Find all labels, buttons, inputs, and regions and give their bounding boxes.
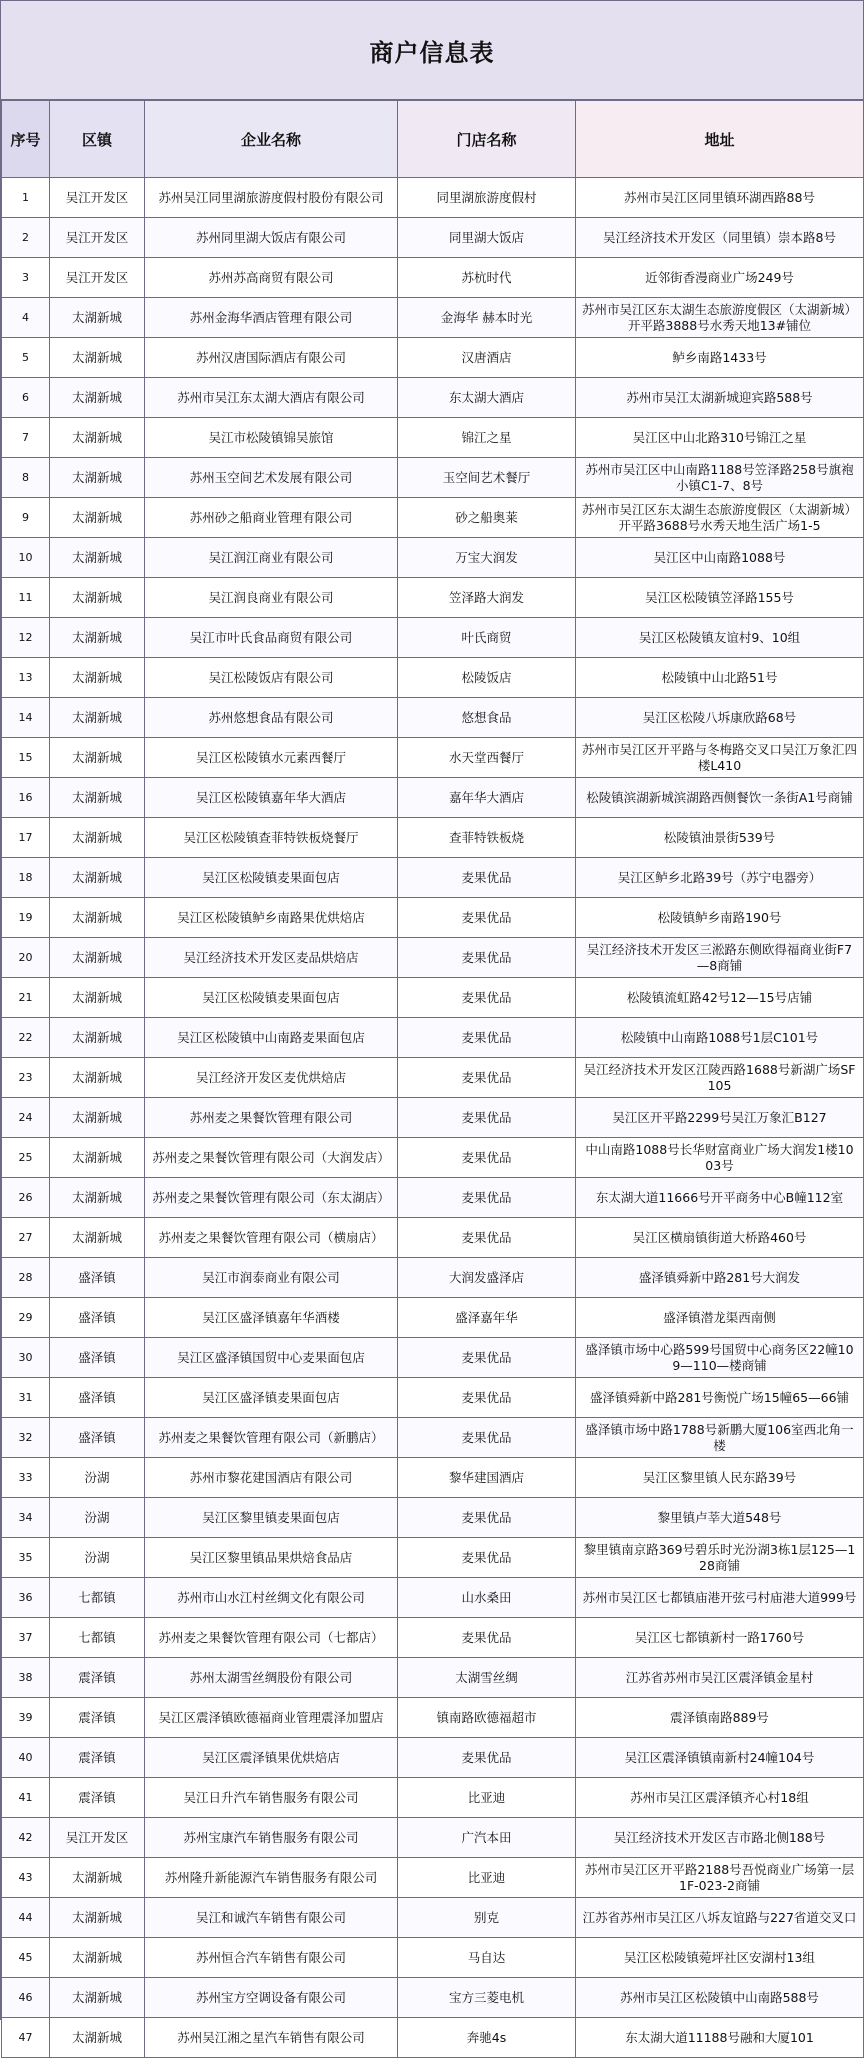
cell-number: 15 — [2, 738, 50, 778]
cell-address: 苏州市吴江区松陵镇中山南路588号 — [576, 1978, 864, 2018]
column-header-town: 区镇 — [50, 101, 145, 178]
cell-town: 太湖新城 — [50, 658, 145, 698]
cell-number: 10 — [2, 538, 50, 578]
cell-town: 太湖新城 — [50, 1938, 145, 1978]
cell-town: 盛泽镇 — [50, 1378, 145, 1418]
cell-town: 太湖新城 — [50, 418, 145, 458]
cell-store: 叶氏商贸 — [398, 618, 576, 658]
table-row — [2, 418, 864, 458]
cell-address: 黎里镇南京路369号碧乐时光汾湖3栋1层125—128商铺 — [576, 1538, 864, 1578]
cell-store: 麦果优品 — [398, 1018, 576, 1058]
cell-number: 24 — [2, 1098, 50, 1138]
table-row — [2, 698, 864, 738]
cell-number: 8 — [2, 458, 50, 498]
cell-company: 吴江润江商业有限公司 — [145, 538, 398, 578]
table-row — [2, 1818, 864, 1858]
cell-town: 太湖新城 — [50, 1218, 145, 1258]
cell-address: 吴江区中山南路1088号 — [576, 538, 864, 578]
cell-number: 2 — [2, 218, 50, 258]
cell-company: 吴江区松陵镇鲈乡南路果优烘焙店 — [145, 898, 398, 938]
cell-company: 苏州市黎花建国酒店有限公司 — [145, 1458, 398, 1498]
cell-address: 吴江经济技术开发区江陵西路1688号新湖广场SF105 — [576, 1058, 864, 1098]
cell-number: 28 — [2, 1258, 50, 1298]
cell-address: 吴江区松陵八坼康欣路68号 — [576, 698, 864, 738]
cell-company: 苏州麦之果餐饮管理有限公司（横扇店） — [145, 1218, 398, 1258]
cell-number: 3 — [2, 258, 50, 298]
cell-store: 麦果优品 — [398, 1618, 576, 1658]
cell-town: 太湖新城 — [50, 498, 145, 538]
table-row — [2, 858, 864, 898]
cell-store: 麦果优品 — [398, 898, 576, 938]
cell-address: 吴江经济技术开发区（同里镇）崇本路8号 — [576, 218, 864, 258]
cell-number: 46 — [2, 1978, 50, 2018]
cell-number: 23 — [2, 1058, 50, 1098]
table-row — [2, 298, 864, 338]
cell-number: 34 — [2, 1498, 50, 1538]
cell-town: 太湖新城 — [50, 1098, 145, 1138]
cell-company: 吴江区盛泽镇国贸中心麦果面包店 — [145, 1338, 398, 1378]
table-row — [2, 1978, 864, 2018]
column-header-number: 序号 — [2, 101, 50, 178]
cell-number: 5 — [2, 338, 50, 378]
cell-address: 东太湖大道11666号开平商务中心B幢112室 — [576, 1178, 864, 1218]
cell-number: 47 — [2, 2018, 50, 2058]
cell-company: 苏州悠想食品有限公司 — [145, 698, 398, 738]
cell-company: 吴江经济技术开发区麦品烘焙店 — [145, 938, 398, 978]
cell-company: 吴江区松陵镇麦果面包店 — [145, 858, 398, 898]
cell-address: 吴江区鲈乡北路39号（苏宁电器旁） — [576, 858, 864, 898]
cell-store: 广汽本田 — [398, 1818, 576, 1858]
cell-town: 吴江开发区 — [50, 258, 145, 298]
cell-store: 别克 — [398, 1898, 576, 1938]
cell-town: 汾湖 — [50, 1498, 145, 1538]
cell-company: 吴江市叶氏食品商贸有限公司 — [145, 618, 398, 658]
cell-number: 1 — [2, 178, 50, 218]
cell-town: 盛泽镇 — [50, 1418, 145, 1458]
cell-town: 太湖新城 — [50, 1018, 145, 1058]
cell-town: 汾湖 — [50, 1538, 145, 1578]
cell-number: 32 — [2, 1418, 50, 1458]
cell-number: 38 — [2, 1658, 50, 1698]
table-body — [2, 178, 864, 2058]
cell-number: 11 — [2, 578, 50, 618]
cell-company: 苏州金海华酒店管理有限公司 — [145, 298, 398, 338]
cell-company: 吴江润良商业有限公司 — [145, 578, 398, 618]
cell-company: 吴江区松陵镇麦果面包店 — [145, 978, 398, 1018]
cell-number: 18 — [2, 858, 50, 898]
cell-town: 七都镇 — [50, 1618, 145, 1658]
table-row — [2, 1058, 864, 1098]
cell-company: 吴江和诚汽车销售有限公司 — [145, 1898, 398, 1938]
table-row — [2, 538, 864, 578]
table-row — [2, 2018, 864, 2058]
cell-store: 麦果优品 — [398, 1218, 576, 1258]
cell-store: 马自达 — [398, 1938, 576, 1978]
table-row — [2, 818, 864, 858]
cell-number: 12 — [2, 618, 50, 658]
cell-store: 东太湖大酒店 — [398, 378, 576, 418]
cell-address: 松陵镇中山南路1088号1层C101号 — [576, 1018, 864, 1058]
cell-address: 盛泽镇舜新中路281号衡悦广场15幢65—66铺 — [576, 1378, 864, 1418]
cell-company: 苏州麦之果餐饮管理有限公司（东太湖店） — [145, 1178, 398, 1218]
cell-store: 同里湖旅游度假村 — [398, 178, 576, 218]
column-header-company: 企业名称 — [145, 101, 398, 178]
cell-store: 同里湖大饭店 — [398, 218, 576, 258]
table-row — [2, 1618, 864, 1658]
cell-number: 45 — [2, 1938, 50, 1978]
cell-company: 苏州市吴江东太湖大酒店有限公司 — [145, 378, 398, 418]
table-row — [2, 1658, 864, 1698]
cell-address: 松陵镇滨湖新城滨湖路西侧餐饮一条街A1号商铺 — [576, 778, 864, 818]
cell-number: 30 — [2, 1338, 50, 1378]
cell-town: 太湖新城 — [50, 618, 145, 658]
table-row — [2, 1218, 864, 1258]
cell-store: 麦果优品 — [398, 1098, 576, 1138]
cell-store: 麦果优品 — [398, 858, 576, 898]
cell-address: 松陵镇鲈乡南路190号 — [576, 898, 864, 938]
cell-store: 麦果优品 — [398, 1738, 576, 1778]
cell-company: 吴江区盛泽镇嘉年华酒楼 — [145, 1298, 398, 1338]
cell-store: 太湖雪丝绸 — [398, 1658, 576, 1698]
cell-store: 笠泽路大润发 — [398, 578, 576, 618]
cell-company: 苏州麦之果餐饮管理有限公司 — [145, 1098, 398, 1138]
cell-town: 震泽镇 — [50, 1698, 145, 1738]
cell-town: 太湖新城 — [50, 378, 145, 418]
cell-store: 查菲特铁板烧 — [398, 818, 576, 858]
cell-number: 16 — [2, 778, 50, 818]
cell-number: 17 — [2, 818, 50, 858]
cell-company: 苏州玉空间艺术发展有限公司 — [145, 458, 398, 498]
cell-store: 麦果优品 — [398, 1498, 576, 1538]
table-row — [2, 338, 864, 378]
cell-town: 太湖新城 — [50, 1178, 145, 1218]
cell-address: 苏州市吴江区中山南路1188号笠泽路258号旗袍小镇C1-7、8号 — [576, 458, 864, 498]
cell-address: 吴江区松陵镇菀坪社区安湖村13组 — [576, 1938, 864, 1978]
cell-town: 太湖新城 — [50, 698, 145, 738]
title-bar — [1, 1, 863, 100]
cell-address: 松陵镇油景街539号 — [576, 818, 864, 858]
cell-number: 31 — [2, 1378, 50, 1418]
cell-address: 吴江区七都镇新村一路1760号 — [576, 1618, 864, 1658]
table-row — [2, 1338, 864, 1378]
cell-town: 太湖新城 — [50, 898, 145, 938]
cell-town: 太湖新城 — [50, 578, 145, 618]
cell-town: 太湖新城 — [50, 778, 145, 818]
table-row — [2, 378, 864, 418]
cell-address: 中山南路1088号长华财富商业广场大润发1楼1003号 — [576, 1138, 864, 1178]
cell-address: 吴江区松陵镇友谊村9、10组 — [576, 618, 864, 658]
table-row — [2, 1378, 864, 1418]
cell-town: 震泽镇 — [50, 1778, 145, 1818]
cell-town: 震泽镇 — [50, 1738, 145, 1778]
cell-address: 盛泽镇舜新中路281号大润发 — [576, 1258, 864, 1298]
cell-company: 苏州麦之果餐饮管理有限公司（七都店） — [145, 1618, 398, 1658]
table-row — [2, 258, 864, 298]
cell-address: 近邻街香漫商业广场249号 — [576, 258, 864, 298]
table-row — [2, 1138, 864, 1178]
cell-store: 麦果优品 — [398, 1138, 576, 1178]
cell-address: 松陵镇流虹路42号12—15号店铺 — [576, 978, 864, 1018]
cell-company: 吴江区松陵镇水元素西餐厅 — [145, 738, 398, 778]
cell-number: 37 — [2, 1618, 50, 1658]
cell-address: 吴江区松陵镇笠泽路155号 — [576, 578, 864, 618]
cell-address: 东太湖大道11188号融和大厦101 — [576, 2018, 864, 2058]
cell-company: 苏州砂之船商业管理有限公司 — [145, 498, 398, 538]
cell-town: 太湖新城 — [50, 1058, 145, 1098]
cell-store: 松陵饭店 — [398, 658, 576, 698]
cell-address: 江苏省苏州市吴江区震泽镇金星村 — [576, 1658, 864, 1698]
cell-number: 19 — [2, 898, 50, 938]
table-header-row — [2, 101, 864, 178]
cell-town: 太湖新城 — [50, 538, 145, 578]
cell-address: 吴江区横扇镇街道大桥路460号 — [576, 1218, 864, 1258]
cell-store: 悠想食品 — [398, 698, 576, 738]
cell-store: 山水桑田 — [398, 1578, 576, 1618]
cell-number: 7 — [2, 418, 50, 458]
cell-address: 苏州市吴江太湖新城迎宾路588号 — [576, 378, 864, 418]
table-row — [2, 1538, 864, 1578]
cell-number: 35 — [2, 1538, 50, 1578]
cell-company: 吴江市松陵镇锦吴旅馆 — [145, 418, 398, 458]
table-row — [2, 1858, 864, 1898]
cell-address: 松陵镇中山北路51号 — [576, 658, 864, 698]
cell-address: 鲈乡南路1433号 — [576, 338, 864, 378]
table-row — [2, 1738, 864, 1778]
cell-company: 苏州同里湖大饭店有限公司 — [145, 218, 398, 258]
cell-town: 吴江开发区 — [50, 178, 145, 218]
cell-number: 26 — [2, 1178, 50, 1218]
cell-store: 水天堂西餐厅 — [398, 738, 576, 778]
cell-store: 麦果优品 — [398, 938, 576, 978]
cell-company: 吴江区松陵镇嘉年华大酒店 — [145, 778, 398, 818]
table-row — [2, 1018, 864, 1058]
cell-number: 40 — [2, 1738, 50, 1778]
cell-company: 吴江区黎里镇品果烘焙食品店 — [145, 1538, 398, 1578]
cell-store: 麦果优品 — [398, 978, 576, 1018]
cell-store: 麦果优品 — [398, 1338, 576, 1378]
cell-address: 吴江经济技术开发区三淞路东侧欧得福商业街F7—8商铺 — [576, 938, 864, 978]
table-row — [2, 938, 864, 978]
cell-store: 黎华建国酒店 — [398, 1458, 576, 1498]
cell-company: 苏州太湖雪丝绸股份有限公司 — [145, 1658, 398, 1698]
cell-company: 苏州吴江湘之星汽车销售有限公司 — [145, 2018, 398, 2058]
table-row — [2, 1258, 864, 1298]
cell-town: 汾湖 — [50, 1458, 145, 1498]
cell-town: 盛泽镇 — [50, 1258, 145, 1298]
cell-address: 苏州市吴江区七都镇庙港开弦弓村庙港大道999号 — [576, 1578, 864, 1618]
cell-company: 苏州吴江同里湖旅游度假村股份有限公司 — [145, 178, 398, 218]
cell-store: 麦果优品 — [398, 1178, 576, 1218]
cell-company: 吴江区震泽镇欧德福商业管理震泽加盟店 — [145, 1698, 398, 1738]
cell-company: 吴江区黎里镇麦果面包店 — [145, 1498, 398, 1538]
cell-address: 吴江区开平路2299号吴江万象汇B127 — [576, 1098, 864, 1138]
cell-town: 太湖新城 — [50, 1858, 145, 1898]
cell-number: 22 — [2, 1018, 50, 1058]
table-row — [2, 1098, 864, 1138]
cell-store: 麦果优品 — [398, 1058, 576, 1098]
table-row — [2, 218, 864, 258]
cell-address: 盛泽镇市场中路1788号新鹏大厦106室西北角一楼 — [576, 1418, 864, 1458]
cell-town: 吴江开发区 — [50, 1818, 145, 1858]
cell-company: 吴江松陵饭店有限公司 — [145, 658, 398, 698]
cell-address: 江苏省苏州市吴江区八坼友谊路与227省道交叉口 — [576, 1898, 864, 1938]
table-row — [2, 578, 864, 618]
cell-number: 13 — [2, 658, 50, 698]
cell-number: 20 — [2, 938, 50, 978]
cell-company: 苏州汉唐国际酒店有限公司 — [145, 338, 398, 378]
column-header-store: 门店名称 — [398, 101, 576, 178]
cell-store: 奔驰4s — [398, 2018, 576, 2058]
cell-town: 七都镇 — [50, 1578, 145, 1618]
cell-address: 苏州市吴江区东太湖生态旅游度假区（太湖新城）开平路3688号水秀天地生活广场1-5 — [576, 498, 864, 538]
column-header-address: 地址 — [576, 101, 864, 178]
cell-store: 玉空间艺术餐厅 — [398, 458, 576, 498]
cell-town: 震泽镇 — [50, 1658, 145, 1698]
table-row — [2, 1418, 864, 1458]
merchant-table — [1, 100, 864, 2058]
cell-company: 吴江经济开发区麦优烘焙店 — [145, 1058, 398, 1098]
cell-town: 盛泽镇 — [50, 1338, 145, 1378]
table-row — [2, 1898, 864, 1938]
cell-address: 震泽镇南路889号 — [576, 1698, 864, 1738]
table-row — [2, 498, 864, 538]
cell-address: 黎里镇卢莘大道548号 — [576, 1498, 864, 1538]
cell-address: 吴江区黎里镇人民东路39号 — [576, 1458, 864, 1498]
cell-store: 砂之船奥莱 — [398, 498, 576, 538]
cell-store: 盛泽嘉年华 — [398, 1298, 576, 1338]
cell-company: 苏州市山水江村丝绸文化有限公司 — [145, 1578, 398, 1618]
cell-address: 吴江经济技术开发区吉市路北侧188号 — [576, 1818, 864, 1858]
cell-address: 盛泽镇市场中心路599号国贸中心商务区22幢109—110—楼商铺 — [576, 1338, 864, 1378]
cell-town: 太湖新城 — [50, 1978, 145, 2018]
cell-company: 苏州苏高商贸有限公司 — [145, 258, 398, 298]
cell-number: 42 — [2, 1818, 50, 1858]
cell-town: 太湖新城 — [50, 858, 145, 898]
cell-address: 苏州市吴江区震泽镇齐心村18组 — [576, 1778, 864, 1818]
cell-number: 6 — [2, 378, 50, 418]
cell-address: 苏州市吴江区开平路与冬梅路交叉口吴江万象汇四楼L410 — [576, 738, 864, 778]
table-row — [2, 778, 864, 818]
cell-store: 比亚迪 — [398, 1858, 576, 1898]
cell-number: 43 — [2, 1858, 50, 1898]
cell-store: 大润发盛泽店 — [398, 1258, 576, 1298]
cell-store: 麦果优品 — [398, 1538, 576, 1578]
cell-town: 太湖新城 — [50, 938, 145, 978]
cell-town: 太湖新城 — [50, 338, 145, 378]
cell-store: 苏杭时代 — [398, 258, 576, 298]
page-title: 商户信息表 — [369, 38, 495, 67]
cell-number: 25 — [2, 1138, 50, 1178]
cell-number: 39 — [2, 1698, 50, 1738]
cell-store: 金海华 赫本时光 — [398, 298, 576, 338]
cell-number: 29 — [2, 1298, 50, 1338]
cell-address: 苏州市吴江区东太湖生态旅游度假区（太湖新城）开平路3888号水秀天地13#铺位 — [576, 298, 864, 338]
cell-town: 太湖新城 — [50, 1898, 145, 1938]
cell-number: 41 — [2, 1778, 50, 1818]
table-row — [2, 618, 864, 658]
cell-town: 太湖新城 — [50, 298, 145, 338]
table-row — [2, 1178, 864, 1218]
cell-address: 盛泽镇潜龙渠西南侧 — [576, 1298, 864, 1338]
cell-store: 镇南路欧德福超市 — [398, 1698, 576, 1738]
cell-address: 吴江区震泽镇镇南新村24幢104号 — [576, 1738, 864, 1778]
cell-number: 36 — [2, 1578, 50, 1618]
table-row — [2, 1458, 864, 1498]
cell-company: 苏州宝方空调设备有限公司 — [145, 1978, 398, 2018]
table-row — [2, 458, 864, 498]
cell-number: 44 — [2, 1898, 50, 1938]
cell-town: 太湖新城 — [50, 2018, 145, 2058]
table-row — [2, 1698, 864, 1738]
cell-number: 9 — [2, 498, 50, 538]
cell-company: 苏州宝康汽车销售服务有限公司 — [145, 1818, 398, 1858]
table-row — [2, 1298, 864, 1338]
cell-company: 苏州麦之果餐饮管理有限公司（新鹏店） — [145, 1418, 398, 1458]
cell-store: 麦果优品 — [398, 1418, 576, 1458]
cell-company: 吴江区松陵镇中山南路麦果面包店 — [145, 1018, 398, 1058]
table-row — [2, 178, 864, 218]
cell-address: 苏州市吴江区开平路2188号吾悦商业广场第一层1F-023-2商铺 — [576, 1858, 864, 1898]
table-row — [2, 1938, 864, 1978]
cell-store: 万宝大润发 — [398, 538, 576, 578]
cell-town: 太湖新城 — [50, 818, 145, 858]
cell-company: 苏州隆升新能源汽车销售服务有限公司 — [145, 1858, 398, 1898]
table-row — [2, 898, 864, 938]
cell-town: 太湖新城 — [50, 978, 145, 1018]
cell-company: 吴江日升汽车销售服务有限公司 — [145, 1778, 398, 1818]
cell-number: 33 — [2, 1458, 50, 1498]
cell-store: 麦果优品 — [398, 1378, 576, 1418]
cell-town: 太湖新城 — [50, 738, 145, 778]
cell-company: 苏州恒合汽车销售有限公司 — [145, 1938, 398, 1978]
cell-address: 吴江区中山北路310号锦江之星 — [576, 418, 864, 458]
table-row — [2, 658, 864, 698]
cell-town: 盛泽镇 — [50, 1298, 145, 1338]
table-row — [2, 1578, 864, 1618]
cell-company: 吴江区盛泽镇麦果面包店 — [145, 1378, 398, 1418]
cell-town: 吴江开发区 — [50, 218, 145, 258]
cell-store: 嘉年华大酒店 — [398, 778, 576, 818]
cell-number: 14 — [2, 698, 50, 738]
cell-company: 吴江区松陵镇查菲特铁板烧餐厅 — [145, 818, 398, 858]
table-row — [2, 978, 864, 1018]
table-row — [2, 1778, 864, 1818]
cell-company: 苏州麦之果餐饮管理有限公司（大润发店） — [145, 1138, 398, 1178]
cell-number: 27 — [2, 1218, 50, 1258]
cell-address: 苏州市吴江区同里镇环湖西路88号 — [576, 178, 864, 218]
cell-number: 21 — [2, 978, 50, 1018]
cell-store: 锦江之星 — [398, 418, 576, 458]
table-row — [2, 1498, 864, 1538]
cell-store: 汉唐酒店 — [398, 338, 576, 378]
cell-company: 吴江市润泰商业有限公司 — [145, 1258, 398, 1298]
cell-store: 宝方三菱电机 — [398, 1978, 576, 2018]
cell-company: 吴江区震泽镇果优烘焙店 — [145, 1738, 398, 1778]
table-row — [2, 738, 864, 778]
cell-town: 太湖新城 — [50, 458, 145, 498]
cell-store: 比亚迪 — [398, 1778, 576, 1818]
cell-number: 4 — [2, 298, 50, 338]
cell-town: 太湖新城 — [50, 1138, 145, 1178]
